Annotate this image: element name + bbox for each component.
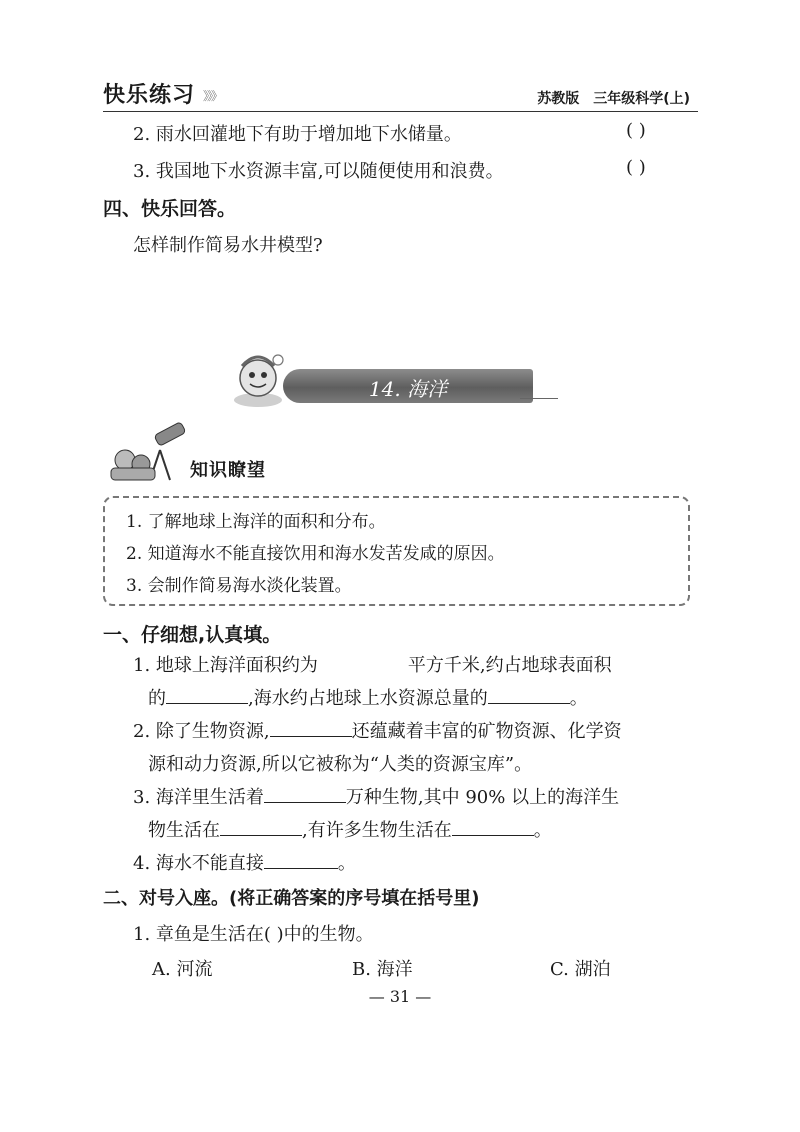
fill-q3-line1: [133, 783, 619, 809]
fill-q3-line2: [148, 816, 552, 842]
judge-item-2: 2. 雨水回灌地下有助于增加地下水储量。: [133, 124, 462, 145]
judge-item-3: 3. 我国地下水资源丰富,可以随便使用和浪费。: [133, 161, 504, 182]
fill-q4-text-b: 。: [337, 853, 356, 874]
section-4-question: 怎样制作简易水井模型?: [133, 235, 323, 256]
fill-q2-line1: [133, 717, 622, 743]
judge-item-3-answer[interactable]: ( ): [626, 157, 646, 178]
fill-q3-blank-2[interactable]: [220, 817, 302, 836]
telescope-kids-icon: [105, 422, 190, 484]
fill-q1-text-e: 。: [569, 688, 588, 709]
knowledge-item-2: 2. 知道海水不能直接饮用和海水发苦发咸的原因。: [126, 544, 505, 564]
page-number: — 31 —: [368, 987, 432, 1006]
fill-q2-line2: 源和动力资源,所以它被称为“人类的资源宝库”。: [148, 754, 533, 775]
fill-q3-text-c: 物生活在: [148, 820, 220, 841]
fill-q3-blank-1[interactable]: [264, 784, 346, 803]
section-2-title: 二、对号入座。(将正确答案的序号填在括号里): [103, 888, 480, 909]
banner-underline: [520, 398, 558, 399]
header-rule: [103, 111, 698, 112]
fill-q1-text-c: 的: [148, 688, 166, 709]
section-1-title: 一、仔细想,认真填。: [103, 624, 282, 646]
fill-q4-text-a: 4. 海水不能直接: [133, 853, 264, 874]
cartoon-mascot-icon: [228, 350, 288, 412]
fill-q1-line1: [133, 651, 612, 677]
fill-q3-text-d: ,有许多生物生活在: [302, 820, 452, 841]
fill-q1-blank-3[interactable]: [488, 685, 570, 704]
fill-q2-blank-1[interactable]: [270, 718, 352, 737]
fill-q3-blank-3[interactable]: [452, 817, 534, 836]
fill-q3-text-a: 3. 海洋里生活着: [133, 787, 264, 808]
edition-info: [523, 88, 690, 108]
fill-q4-line1: [133, 849, 356, 875]
fill-q2-text-a: 2. 除了生物资源,: [133, 721, 270, 742]
knowledge-item-3: 3. 会制作简易海水淡化装置。: [126, 576, 352, 596]
choice-q1: 1. 章鱼是生活在( )中的生物。: [133, 924, 374, 945]
fill-q4-blank-1[interactable]: [264, 850, 338, 869]
knowledge-item-1: 1. 了解地球上海洋的面积和分布。: [126, 512, 386, 532]
choice-q1-option-b[interactable]: B. 海洋: [352, 959, 413, 980]
fill-q1-text-d: ,海水约占地球上水资源总量的: [248, 688, 488, 709]
choice-q1-option-a[interactable]: A. 河流: [152, 959, 213, 980]
fill-q3-text-b: 万种生物,其中 90% 以上的海洋生: [345, 787, 620, 808]
fill-q1-line2: [148, 684, 588, 710]
fill-q1-text-b: 平方千米,约占地球表面积: [407, 655, 612, 676]
knowledge-title: 知识瞭望: [190, 460, 266, 481]
judge-item-2-answer[interactable]: ( ): [626, 120, 646, 141]
fill-q1-blank-2[interactable]: [166, 685, 248, 704]
fill-q2-text-b: 还蕴藏着丰富的矿物资源、化学资: [351, 721, 622, 742]
chapter-title: 14. 海洋: [368, 377, 448, 401]
fill-q3-text-e: 。: [533, 820, 552, 841]
fill-q1-text-a: 1. 地球上海洋面积约为: [133, 655, 318, 676]
choice-q1-option-c[interactable]: C. 湖泊: [550, 959, 611, 980]
chevrons-decoration: 》》》: [203, 89, 222, 103]
section-4-title: 四、快乐回答。: [103, 198, 237, 220]
edition-label: 苏教版: [537, 91, 580, 107]
grade-subject-label: 三年级科学(上): [593, 91, 690, 107]
workbook-title: 快乐练习: [103, 83, 196, 108]
